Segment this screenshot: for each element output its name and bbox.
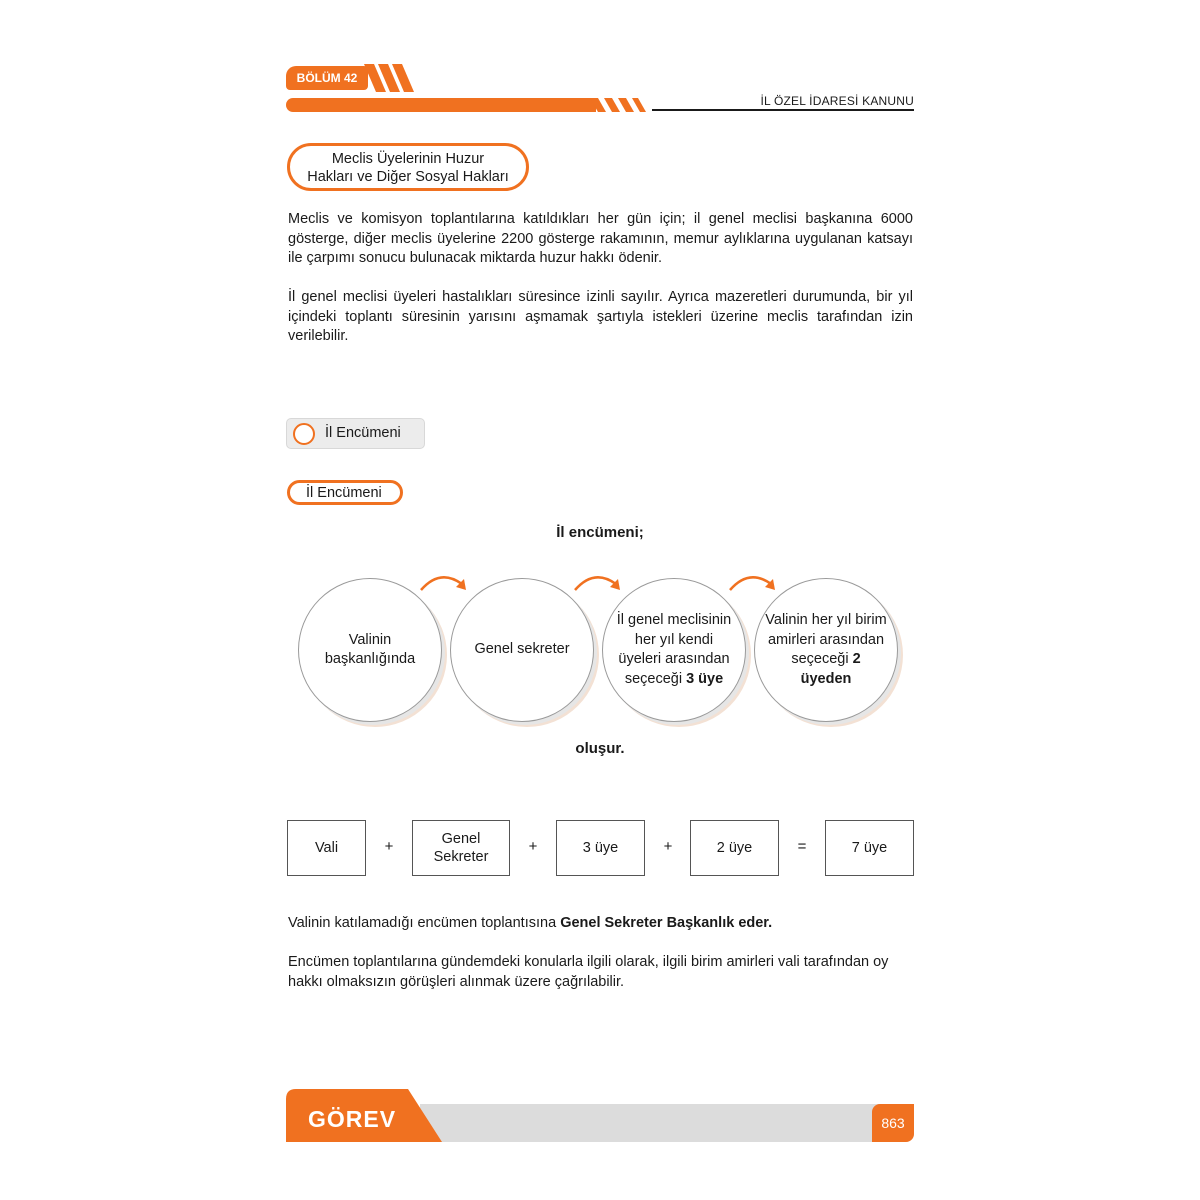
circle1-text: Valinin başkanlığında — [324, 631, 416, 667]
eq-box-2-uye — [690, 820, 779, 876]
section-title-line1: Meclis Üyelerinin Huzur — [331, 151, 485, 167]
header-underline — [652, 109, 914, 111]
chapter-badge: BÖLÜM 42 — [286, 66, 368, 90]
arrow-2-icon — [572, 570, 628, 594]
header-bar — [286, 98, 596, 112]
circle3-bold: 3 üye — [686, 670, 724, 687]
arrow-3-icon — [727, 570, 783, 594]
circle-2-uye — [754, 578, 898, 722]
circle4-bold: 2 üyeden — [800, 651, 861, 687]
topic-label: İl Encümeni — [325, 425, 401, 441]
eq-box-genel-sekreter — [412, 820, 510, 876]
book-title: İL ÖZEL İDARESİ KANUNU — [760, 94, 914, 108]
arrow-1-icon — [418, 570, 474, 594]
section-title-huzur-haklari — [287, 143, 529, 191]
eq-box-3-uye — [556, 820, 645, 876]
circle2-text: Genel sekreter — [474, 641, 570, 658]
circle-genel-sekreter — [450, 578, 594, 722]
footer-brand-tab — [286, 1089, 446, 1143]
circle3-text: İl genel meclisinin her yıl kendi üyeleri arasından seçeceği — [616, 612, 732, 687]
header-stripes-icon — [362, 64, 422, 94]
eq-plus-2: + — [528, 838, 538, 855]
topic-circle-icon — [293, 423, 315, 445]
eq-box-vali-text: Vali — [314, 840, 339, 856]
eq-equals: = — [797, 838, 807, 855]
footer-brand-text: GÖREV — [308, 1106, 397, 1132]
circle-3-uye — [602, 578, 746, 722]
section-title-line2: Hakları ve Diğer Sosyal Hakları — [307, 169, 509, 185]
circle-vali-baskanligi — [298, 578, 442, 722]
eq-box-genel-sekreter-text — [434, 830, 489, 866]
note1-bold: Genel Sekreter Başkanlık eder. — [560, 915, 773, 931]
eq-box2-line2: Sekreter — [433, 849, 489, 865]
note-genel-sekreter — [288, 914, 913, 934]
eq-plus-1: + — [384, 838, 394, 855]
eq-box4-text: 2 üye — [716, 840, 753, 856]
circle4-text: Valinin her yıl birim amirleri arasından seçeceği — [765, 612, 887, 667]
note1-text: Valinin katılamadığı encümen toplantısına — [288, 915, 557, 931]
header-bar-stripes-icon — [590, 98, 650, 114]
eq-box2-line1: Genel — [441, 831, 481, 847]
paragraph-izin: İl genel meclisi üyeleri hastalıkları süresince izinli sayılır. Ayrıca mazeretleri durumunda, bir yıl içindeki toplantı süresinin yarısını aşmamak şartıyla istekleri üzerine meclis tarafından izin verilebilir. — [288, 289, 913, 344]
eq-plus-3: + — [663, 838, 673, 855]
footer-bar — [420, 1104, 890, 1142]
note-birim-amirleri: Encümen toplantılarına gündemdeki konularla ilgili olarak, ilgili birim amirleri vali tarafından oy hakkı olmaksızın görüşleri alınmak üzere çağrılabilir. — [288, 954, 889, 990]
section-title-il-encumeni: İl Encümeni — [287, 480, 403, 505]
eq-box3-text: 3 üye — [582, 840, 619, 856]
eq-box-7-uye — [825, 820, 914, 876]
circle4-content — [765, 611, 887, 689]
paragraph-huzur-hakki: Meclis ve komisyon toplantılarına katıldıkları her gün için; il genel meclisi başkanına 6000 gösterge, diğer meclis üyelerine 2200 gösterge rakamının, memur aylıklarına uygulanan katsayı ile çarpımı sonucu bulunacak miktarda huzur hakkı ödenir. — [288, 211, 913, 266]
diagram-ending: oluşur. — [575, 740, 625, 757]
page-number: 863 — [872, 1104, 914, 1142]
eq-box5-text: 7 üye — [851, 840, 888, 856]
eq-box-vali — [287, 820, 366, 876]
diagram-heading: İl encümeni; — [556, 524, 644, 541]
circle3-content — [613, 611, 735, 689]
